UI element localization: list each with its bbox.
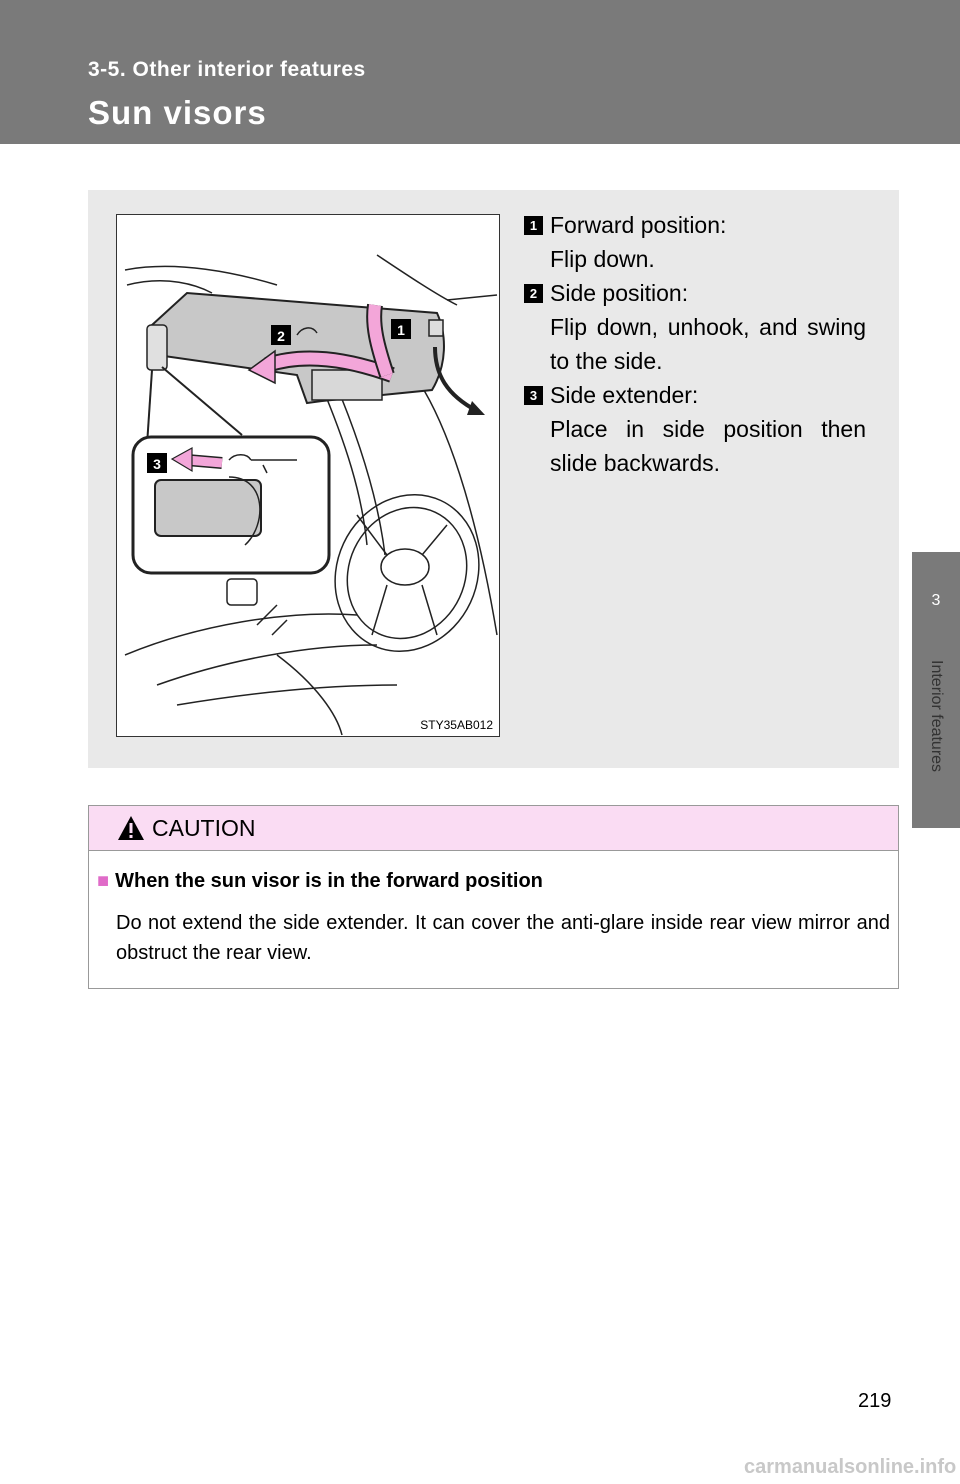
caution-subheading-text: When the sun visor is in the forward position (115, 870, 543, 892)
svg-text:3: 3 (153, 456, 161, 472)
step-number: 1 (524, 216, 543, 235)
sun-visor-drawing (117, 215, 499, 736)
warning-triangle-icon (117, 815, 145, 841)
caution-text: Do not extend the side extender. It can cover the anti-glare inside rear view mirror and obstruct the rear view. (116, 912, 890, 964)
watermark: carmanualsonline.info (744, 1456, 957, 1478)
page-number: 219 (858, 1390, 892, 1412)
chapter-tab-label (912, 660, 960, 830)
step-item (524, 378, 866, 480)
caution-subheading (97, 870, 543, 893)
step-description: Flip down, unhook, and swing to the side. (550, 314, 866, 374)
caution-box (88, 805, 899, 989)
chapter-label-text: Interior features (928, 660, 945, 773)
step-list (524, 208, 866, 480)
step-description: Place in side position then slide backwards. (550, 416, 866, 476)
sun-visor-illustration (116, 214, 500, 737)
step-title: Forward position: (550, 212, 727, 238)
callout-1 (391, 319, 411, 339)
step-number: 3 (524, 386, 543, 405)
callout-3 (147, 453, 167, 473)
step-title: Side position: (550, 280, 689, 306)
page-header (0, 0, 960, 144)
chapter-number: 3 (931, 592, 941, 609)
caution-header (89, 806, 898, 851)
illustration-code: STY35AB012 (420, 718, 493, 732)
caution-title: CAUTION (152, 815, 256, 841)
callout-2 (271, 325, 291, 345)
step-number: 2 (524, 284, 543, 303)
svg-text:2: 2 (277, 328, 285, 344)
page-title: Sun visors (88, 94, 267, 131)
step-item (524, 208, 866, 276)
step-title: Side extender: (550, 382, 699, 408)
step-item (524, 276, 866, 378)
section-label: 3-5. Other interior features (88, 58, 366, 81)
square-bullet-icon: ■ (97, 870, 110, 892)
step-description: Flip down. (550, 246, 655, 272)
svg-text:1: 1 (397, 322, 405, 338)
